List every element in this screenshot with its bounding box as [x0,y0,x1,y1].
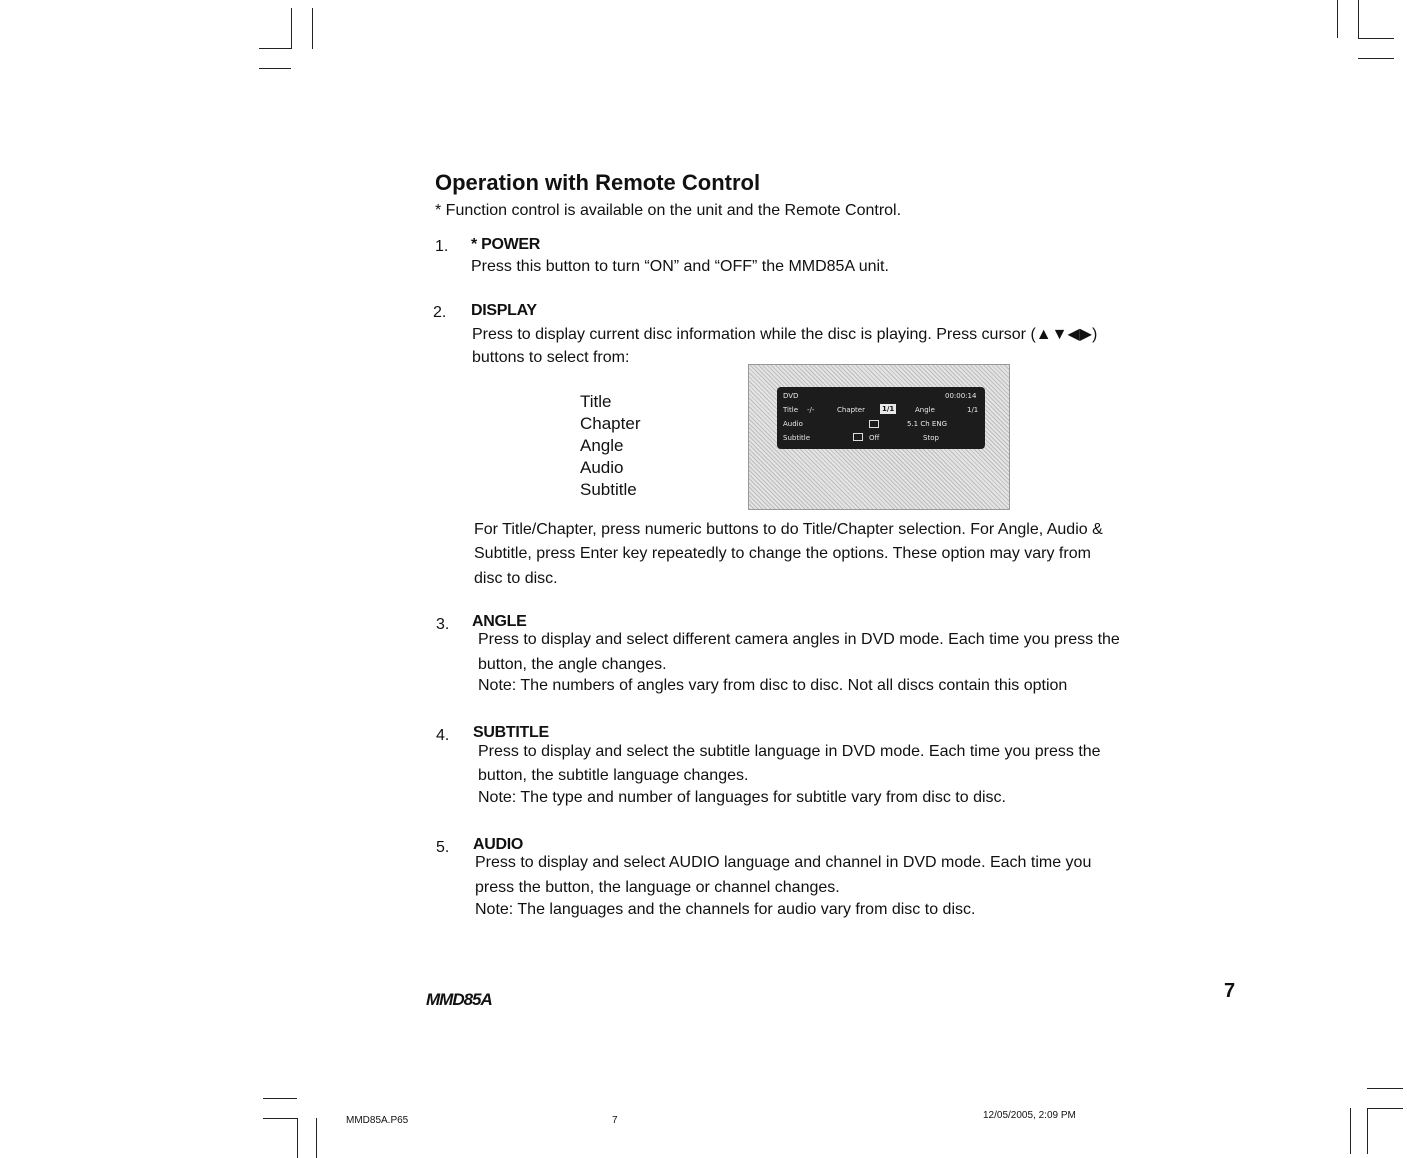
print-file-name: MMD85A.P65 [346,1115,409,1126]
intro-text: * Function control is available on the unit and the Remote Control. [435,202,902,219]
item-text: Press to display current disc information while the disc is playing. Press cursor (▲▼◀▶) [472,326,1098,343]
osd-subtitle-label: Subtitle [783,434,811,442]
item-text: Subtitle, press Enter key repeatedly to change the options. These option may vary from [474,545,1091,562]
crop-mark [1367,1088,1403,1089]
subtitle-icon [853,433,863,441]
item-number: 5. [436,839,450,856]
item-text: Press this button to turn “ON” and “OFF” the MMD85A unit. [471,258,889,275]
osd-angle-label: Angle [915,406,935,414]
footer-model-name: MMD85A [426,990,492,1009]
crop-mark [297,1118,298,1158]
item-text: press the button, the language or channel changes. [475,879,840,896]
crop-mark [1367,1108,1403,1109]
osd-status: Stop [923,434,939,442]
crop-mark [1358,0,1359,38]
crop-mark [1358,58,1394,59]
page-number: 7 [1224,980,1236,1002]
speaker-icon [869,420,879,428]
item-number: 1. [435,238,449,255]
item-text: disc to disc. [474,570,558,587]
item-heading-subtitle: SUBTITLE [473,724,549,741]
crop-mark [263,1118,297,1119]
item-text: buttons to select from: [472,349,630,366]
osd-audio-label: Audio [783,420,803,428]
item-text: Press to display and select different camera angles in DVD mode. Each time you press the [478,631,1120,648]
osd-time: 00:00:14 [945,392,977,400]
osd-title-label: Title [783,406,799,414]
osd-mode: DVD [783,392,799,400]
item-heading-audio: AUDIO [473,836,524,853]
osd-angle-value: 1/1 [967,406,979,414]
item-heading-display: DISPLAY [471,302,537,319]
item-text: Note: The languages and the channels for audio vary from disc to disc. [475,901,976,918]
crop-mark [291,8,292,49]
item-text: Note: The type and number of languages for subtitle vary from disc to disc. [478,789,1006,806]
item-heading-power: * POWER [471,236,541,253]
crop-mark [1367,1108,1368,1154]
crop-mark [1337,0,1338,38]
crop-mark [263,1098,297,1099]
crop-mark [1358,38,1394,39]
item-number: 2. [433,304,447,321]
print-page-number: 7 [612,1115,618,1126]
display-option-audio: Audio [580,458,624,477]
crop-mark [316,1118,317,1158]
crop-mark [259,48,291,49]
osd-info-panel [777,387,985,449]
item-number: 3. [436,616,450,633]
osd-audio-value: 5.1 Ch ENG [907,420,947,428]
item-number: 4. [436,727,450,744]
item-text: button, the angle changes. [478,656,667,673]
page-title: Operation with Remote Control [435,170,761,195]
display-option-angle: Angle [580,436,624,455]
crop-mark [1350,1108,1351,1154]
osd-subtitle-value: Off [869,434,880,442]
crop-mark [312,8,313,49]
crop-mark [259,68,291,69]
osd-chapter-value: 1/1 [882,405,895,413]
item-text: For Title/Chapter, press numeric buttons to do Title/Chapter selection. For Angle, Audio & [474,521,1103,538]
osd-title-value: -/- [807,406,815,414]
osd-chapter-label: Chapter [837,406,865,414]
osd-screenshot [748,364,1010,510]
item-text: Press to display and select the subtitle language in DVD mode. Each time you press the [478,743,1101,760]
item-heading-angle: ANGLE [472,613,527,630]
display-option-title: Title [580,392,612,411]
display-option-chapter: Chapter [580,414,641,433]
item-text: Note: The numbers of angles vary from disc to disc. Not all discs contain this option [478,677,1068,694]
display-option-subtitle: Subtitle [580,480,637,499]
item-text: Press to display and select AUDIO language and channel in DVD mode. Each time you [475,854,1092,871]
print-date: 12/05/2005, 2:09 PM [983,1110,1076,1121]
item-text: button, the subtitle language changes. [478,767,749,784]
